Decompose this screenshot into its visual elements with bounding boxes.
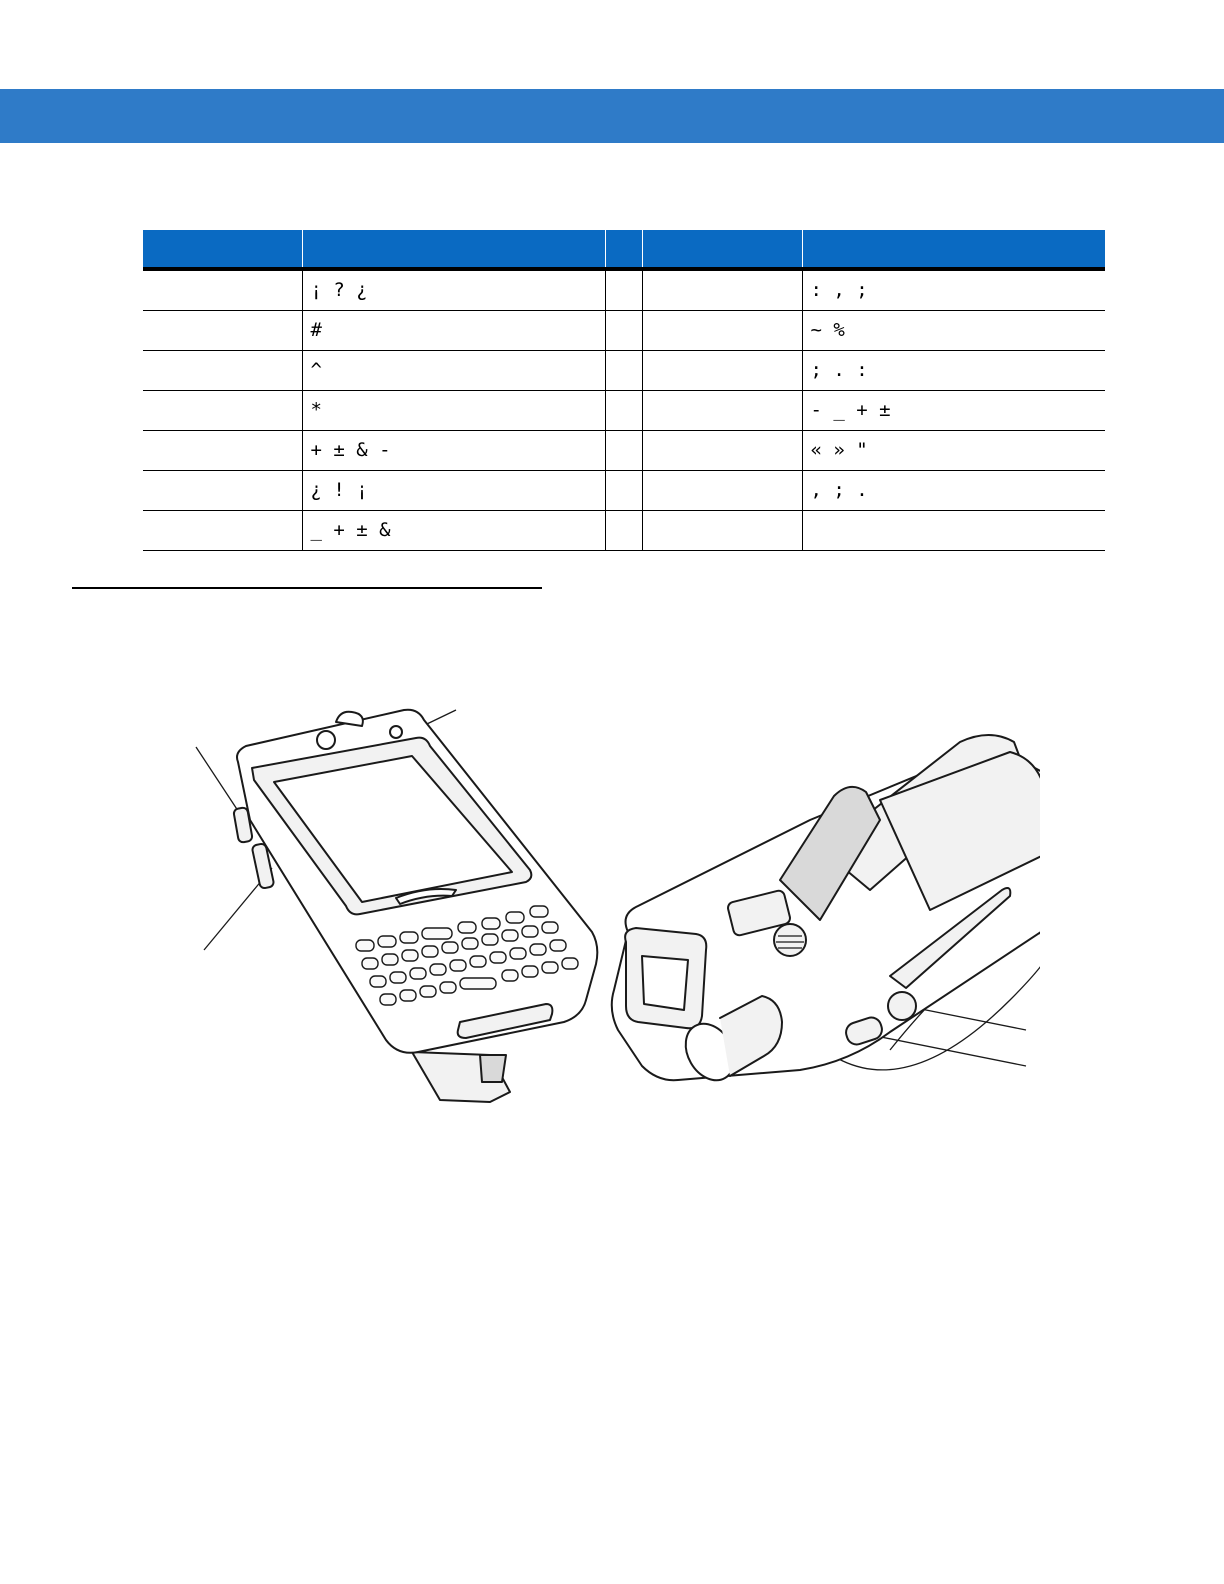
device-illustration: [190, 700, 1040, 1120]
key: [458, 922, 476, 933]
key: [502, 970, 518, 981]
characters-cell: « » ": [802, 431, 1105, 471]
key: [382, 954, 398, 965]
speaker-grille: [774, 924, 806, 956]
separator-cell: [605, 391, 642, 431]
table-header-row: [143, 230, 1105, 269]
section-heading-rule: [72, 587, 542, 589]
key: [420, 986, 436, 997]
key: [422, 946, 438, 957]
key: [440, 982, 456, 993]
table-row: [143, 391, 1105, 431]
key: [502, 930, 518, 941]
characters-cell: _ + ± &: [302, 511, 605, 551]
separator-cell: [605, 269, 642, 311]
characters-cell: *: [302, 391, 605, 431]
key: [400, 990, 416, 1001]
device-drawing: [190, 700, 1040, 1120]
key-cell: [143, 431, 302, 471]
special-characters-table: [143, 230, 1105, 551]
key: [400, 932, 418, 943]
characters-cell: ¿ ! ¡: [302, 471, 605, 511]
key-cell: [143, 311, 302, 351]
key: [510, 948, 526, 959]
table-row: [143, 351, 1105, 391]
key: [470, 956, 486, 967]
key-cell: [642, 391, 802, 431]
handheld-back-view: [612, 735, 1040, 1089]
key: [462, 938, 478, 949]
header-cell: [143, 230, 302, 269]
key: [542, 922, 558, 933]
key: [450, 960, 466, 971]
table-row: [143, 471, 1105, 511]
key: [378, 936, 396, 947]
key: [460, 978, 496, 989]
key: [482, 918, 500, 929]
brand-logo-icon: [317, 731, 335, 749]
key: [422, 928, 452, 939]
characters-cell: ¡ ? ¿: [302, 269, 605, 311]
characters-cell: : , ;: [802, 269, 1105, 311]
key: [482, 934, 498, 945]
scanner-glass: [642, 956, 688, 1010]
key-cell: [642, 351, 802, 391]
key: [542, 962, 558, 973]
separator-cell: [605, 311, 642, 351]
header-cell: [302, 230, 605, 269]
key: [390, 972, 406, 983]
key: [430, 964, 446, 975]
separator-cell: [605, 351, 642, 391]
table-row: [143, 311, 1105, 351]
characters-cell: #: [302, 311, 605, 351]
separator-cell: [605, 511, 642, 551]
key: [442, 942, 458, 953]
led-indicator: [390, 726, 402, 738]
separator-cell: [605, 431, 642, 471]
key: [402, 950, 418, 961]
key: [506, 912, 524, 923]
key: [522, 926, 538, 937]
key-cell: [642, 311, 802, 351]
key-cell: [143, 511, 302, 551]
key-cell: [642, 431, 802, 471]
characters-cell: ; . :: [802, 351, 1105, 391]
key: [530, 906, 548, 917]
rear-button: [888, 992, 916, 1020]
characters-cell: ~ %: [802, 311, 1105, 351]
key: [410, 968, 426, 979]
characters-cell: [802, 511, 1105, 551]
key-cell: [143, 351, 302, 391]
key-cell: [143, 471, 302, 511]
header-cell: [642, 230, 802, 269]
key: [380, 994, 396, 1005]
header-cell: [605, 230, 642, 269]
characters-cell: - _ + ±: [802, 391, 1105, 431]
table-row: [143, 269, 1105, 311]
key-cell: [642, 269, 802, 311]
key: [522, 966, 538, 977]
key: [370, 976, 386, 987]
key-cell: [143, 391, 302, 431]
key: [550, 940, 566, 951]
strap: [480, 1055, 506, 1082]
key: [490, 952, 506, 963]
key-cell: [143, 269, 302, 311]
key: [562, 958, 578, 969]
key-cell: [642, 511, 802, 551]
characters-cell: , ; .: [802, 471, 1105, 511]
key-cell: [642, 471, 802, 511]
key: [530, 944, 546, 955]
header-cell: [802, 230, 1105, 269]
key: [356, 940, 374, 951]
top-color-band: [0, 89, 1224, 143]
character-table: [143, 230, 1105, 551]
table-row: [143, 431, 1105, 471]
handheld-front-view: [233, 710, 597, 1102]
characters-cell: + ± & -: [302, 431, 605, 471]
characters-cell: ^: [302, 351, 605, 391]
table-row: [143, 511, 1105, 551]
key: [362, 958, 378, 969]
separator-cell: [605, 471, 642, 511]
